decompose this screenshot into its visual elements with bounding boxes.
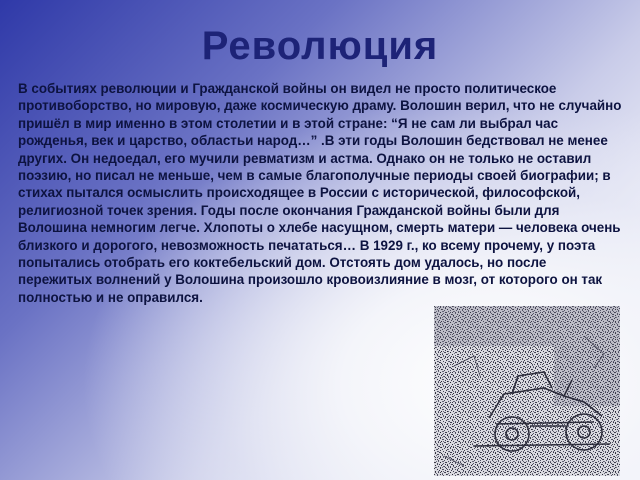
slide-title: Революция xyxy=(201,24,439,68)
historical-photo xyxy=(434,306,620,476)
slide-body-text: В событиях революции и Гражданской войны он видел не просто политическое противоборство, но мировую, даже космическую драму. Волошин верил, что не случайно пришёл в мир именно в этом столетии и в этой стране: “Я не сам ли выбрал час рожденья, век и царство, областьи народ…” .В эти годы Волошин бедствовал не менее других. Он недоедал, его мучили ревматизм и астма. Однако он не только не оставил поэзию, но писал не меньше, чем в самые благополучные периоды своей биографии; в стихах пытался осмыслить происходящее в России с исторической, философской, религиозной точек зрения. Годы после окончания Гражданской войны были для Волошина немногим легче. Хлопоты о хлебе насущном, смерть матери — человека очень близкого и дорогого, невозможность печататься… В 1929 г., ко всему прочему, у поэта попытались отобрать его коктебельский дом. Отстоять дом удалось, но после пережитых волнений у Волошина произошло кровоизлияние в мозг, от которого он так полностью и не оправился. xyxy=(18,81,622,305)
photo-car-icon xyxy=(434,306,620,476)
